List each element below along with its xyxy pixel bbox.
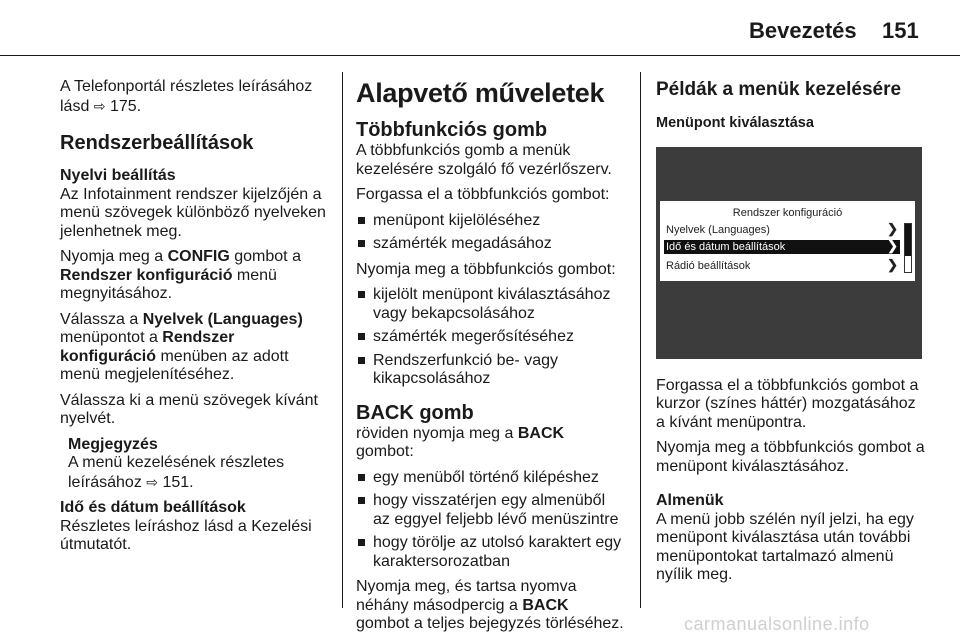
menu-item-radio[interactable]: Rádió beállítások ❯ [666,256,898,272]
language-paragraph-3: Válassza a Nyelvek (Languages) menüpontot a Rendszer konfiguráció menüben az adott menü megjelenítéséhez. [60,310,303,383]
selection-paragraph-1: Forgassa el a többfunkciós gombot a kurzor (színes háttér) mozgatásához a kívánt menüpontra. [656,376,919,431]
list-item: számérték megerősítéséhez [356,328,624,347]
cross-reference-link[interactable]: 175. [109,97,142,115]
language-paragraph-2: Nyomja meg a CONFIG gombot a Rendszer konfiguráció menü megnyitásához. [60,248,301,302]
intro-text: A Telefonportál részletes leírásához lásd ⇨ 175. [60,78,313,115]
knob-paragraph-1: A többfunkciós gomb a menük kezelésére szolgáló fő vezérlőszerv. [356,142,612,178]
language-paragraph-4: Válassza ki a menü szövegek kívánt nyelvét. [60,391,318,427]
scrollbar-thumb[interactable] [905,224,911,256]
cross-reference-link[interactable]: 151. [162,473,194,491]
heading-date-time: Idő és dátum beállítások [60,499,246,516]
heading-menu-item-selection: Menüpont kiválasztása [656,115,814,131]
knob-paragraph-2: Forgassa el a többfunkciós gombot: [356,186,610,203]
list-item: egy menüből történő kilépéshez [356,469,624,488]
chevron-right-icon: ❯ [887,256,898,272]
heading-system-settings: Rendszerbeállítások [60,132,254,154]
list-item: kijelölt menüpont kiválasztásához vagy bekapcsolásához [356,286,624,323]
bullet-icon [358,474,365,481]
bullet-icon [358,333,365,340]
note-text: A menü kezelésének részletes leírásához ⇨ 151. [68,454,285,491]
heading-back-button: BACK gomb [356,401,474,424]
bullet-icon [358,539,365,546]
language-paragraph-1: Az Infotainment rendszer kijelzőjén a menü szövegek különböző nyelveken jelenhetnek meg. [60,185,326,240]
press-knob-list [356,286,624,389]
header-divider [0,55,960,56]
menu-item-languages[interactable]: Nyelvek (Languages) ❯ [666,220,898,236]
bullet-icon [358,291,365,298]
bullet-icon [358,217,365,224]
arrow-pointer-icon: ⇨ [93,97,106,114]
column-1 [60,78,328,562]
section-title: Bevezetés [749,18,857,43]
display-screenshot [656,147,922,359]
date-time-text: Részletes leíráshoz lásd a Kezelési útmutatót. [60,517,312,553]
back-list [356,469,624,572]
watermark: carmanualsonline.info [684,614,870,634]
list-item: hogy visszatérjen egy almenüből az eggyel feljebb lévő menüszintre [356,492,624,529]
list-item: Rendszerfunkció be- vagy kikapcsolásához [356,352,624,389]
heading-basic-operations: Alapvető műveletek [356,78,605,108]
column-2 [356,78,624,641]
heading-submenus: Almenük [656,492,724,509]
column-divider-right [640,72,641,608]
back-paragraph-1: röviden nyomja meg a BACK gombot: [356,424,565,460]
menu-scrollbar[interactable] [904,223,912,273]
bullet-icon [358,240,365,247]
back-paragraph-2: Nyomja meg, és tartsa nyomva néhány másodpercig a BACK gombot a teljes bejegyzés törléséhez. [356,578,624,632]
list-item: számérték megadásához [356,235,624,254]
chevron-right-icon: ❯ [887,220,898,236]
selection-paragraph-2: Nyomja meg a többfunkciós gombot a menüpont kiválasztásához. [656,439,925,475]
submenus-text: A menü jobb szélén nyíl jelzi, ha egy menüpont kiválasztása után további menüpontokat tartalmazó almenü nyílik meg. [656,510,914,583]
list-item: menüpont kijelöléséhez [356,212,624,231]
bullet-icon [358,357,365,364]
heading-multifunction-knob: Többfunkciós gomb [356,119,548,141]
heading-language: Nyelvi beállítás [60,167,176,184]
bullet-icon [358,497,365,504]
column-divider-left [342,72,343,608]
list-item: hogy törölje az utolsó karaktert egy karaktersorozatban [356,534,624,571]
turn-knob-list [356,212,624,254]
knob-paragraph-3: Nyomja meg a többfunkciós gombot: [356,260,616,278]
chevron-right-icon: ❯ [887,237,898,253]
arrow-pointer-icon: ⇨ [146,473,158,490]
note-title: Megjegyzés [68,435,158,453]
column-3 [656,78,926,592]
menu-title: Rendszer konfiguráció [732,206,843,219]
menu-item-date-time[interactable]: Idő és dátum beállítások ❯ [666,237,898,253]
page-number: 151 [882,18,919,43]
note-box [68,436,328,493]
heading-menu-examples: Példák a menük kezelésére [656,79,902,100]
menu-screen [660,201,915,281]
